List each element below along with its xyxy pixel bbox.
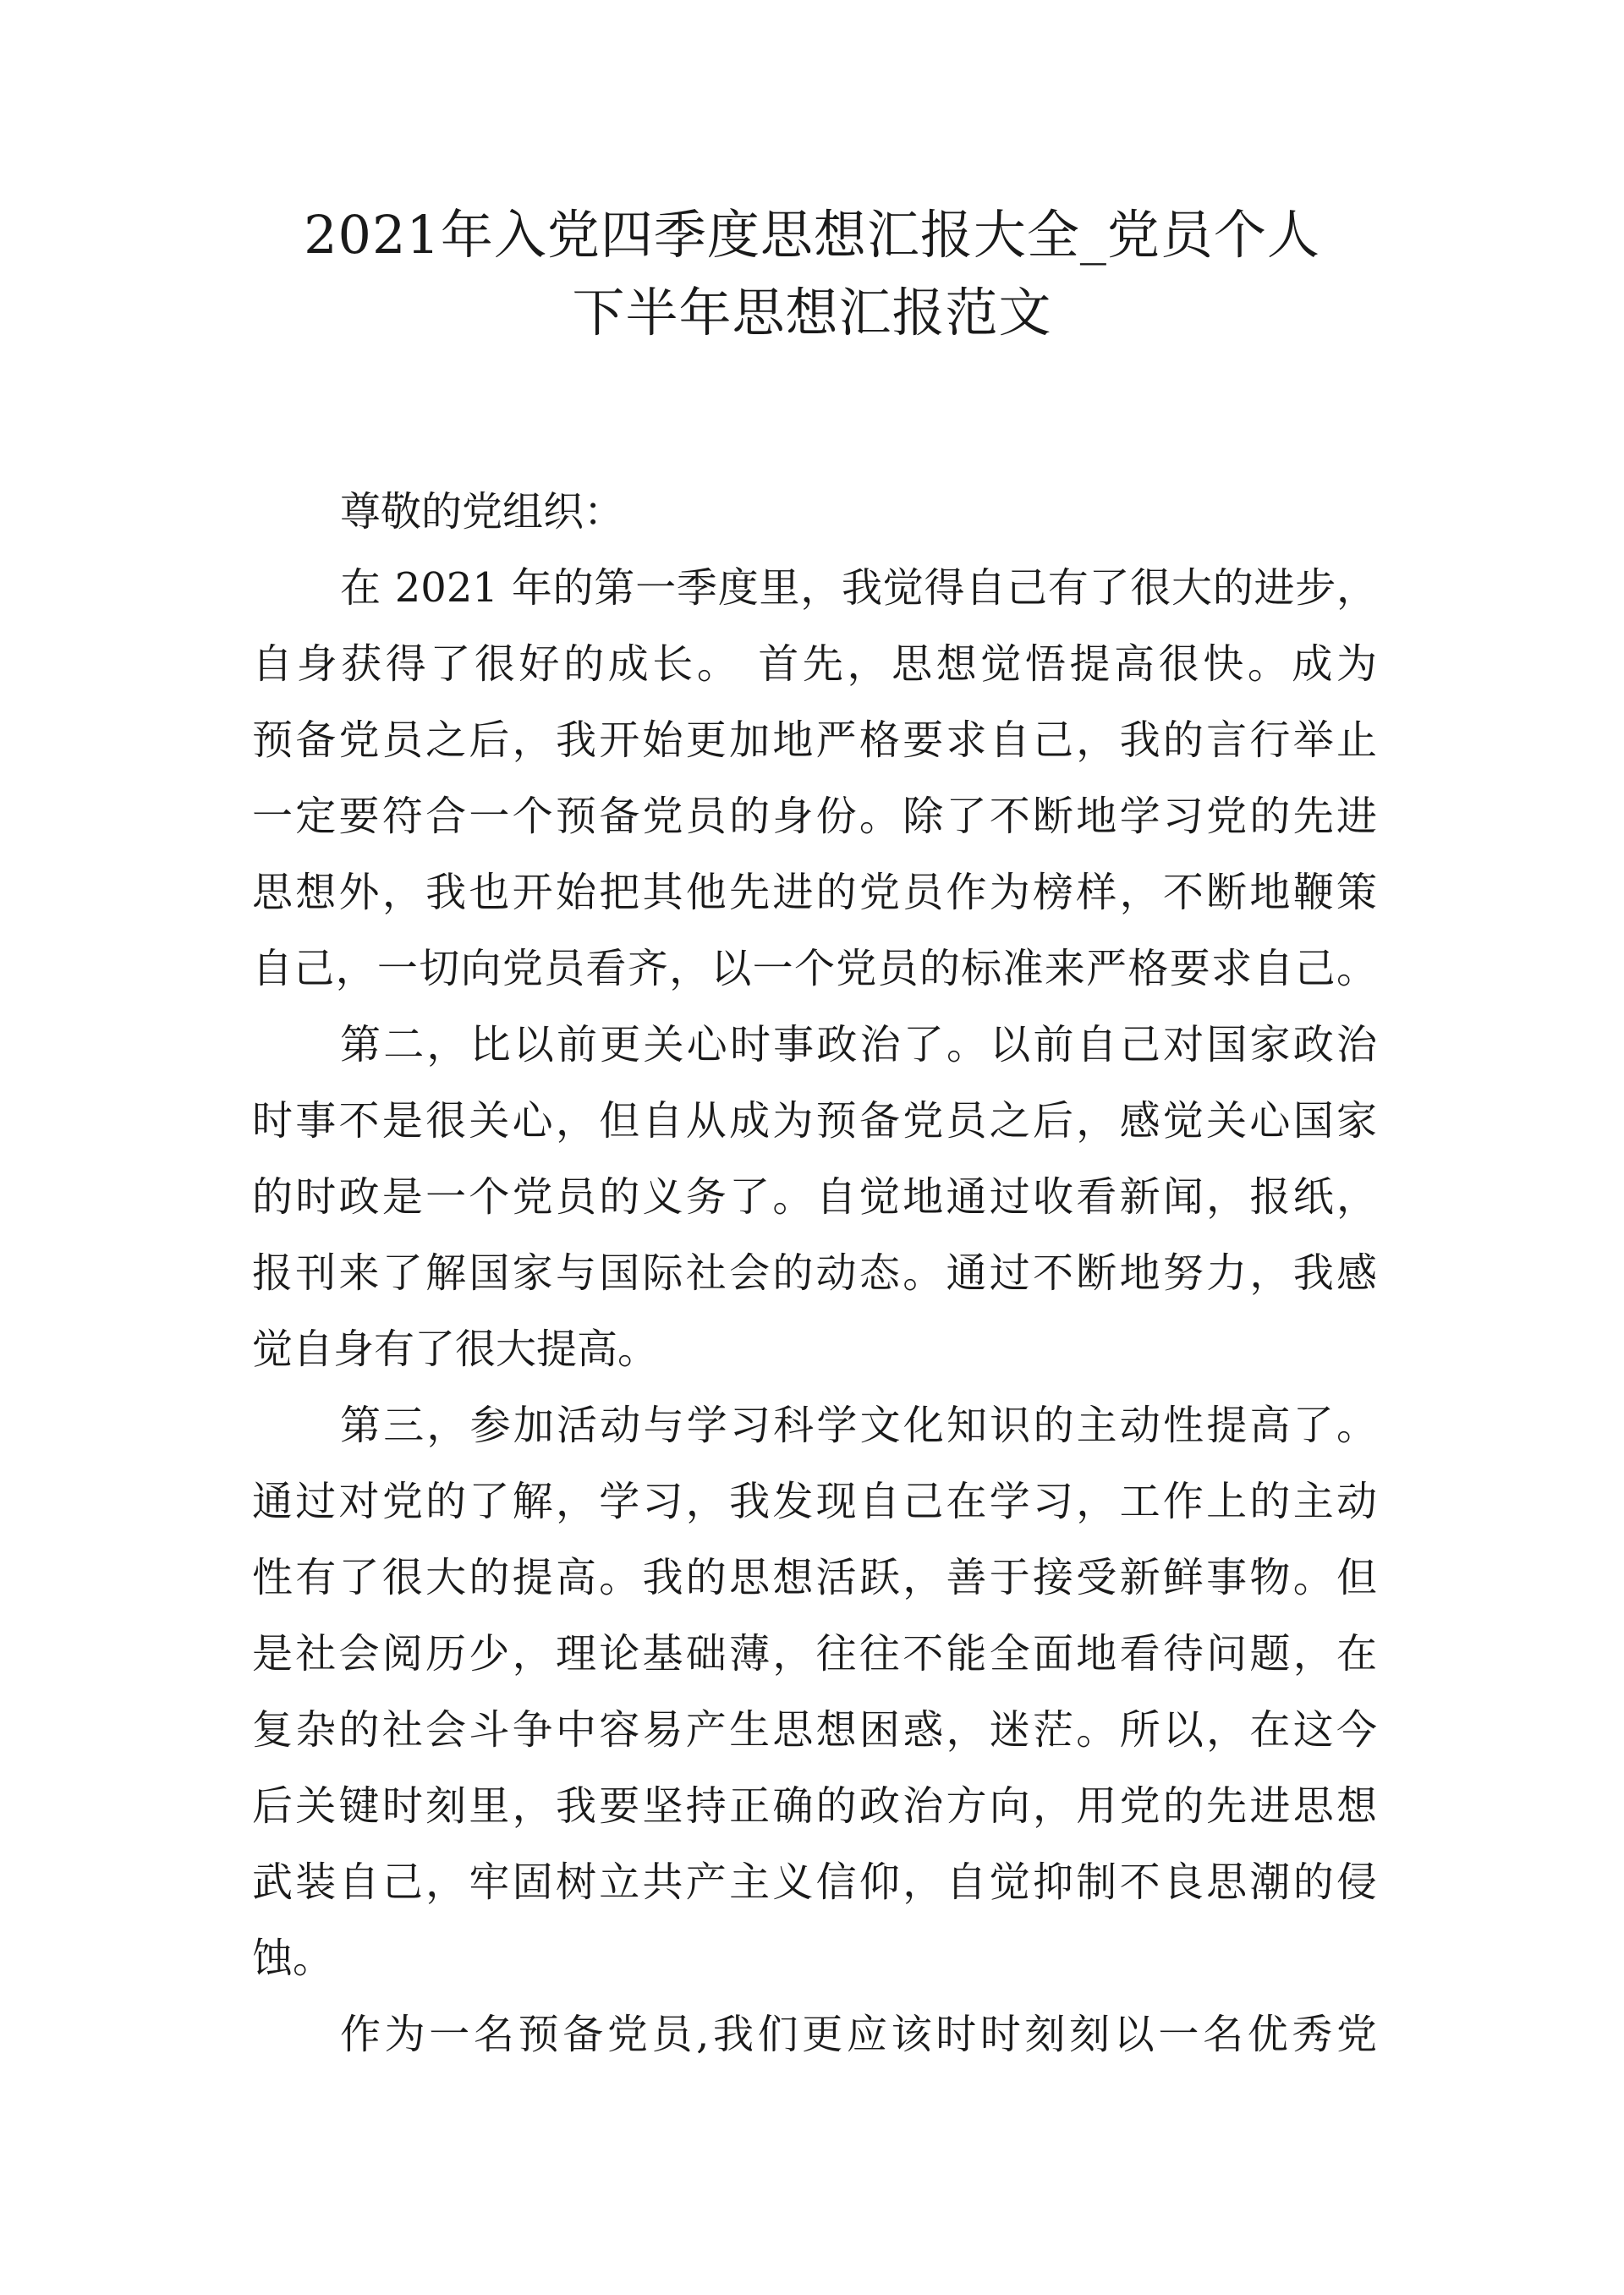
page-title <box>245 196 1379 352</box>
paragraph-3-line: 复杂的社会斗争中容易产生思想困惑，迷茫。所以，在这今 <box>252 1706 1377 1754</box>
paragraph-3-line: 武装自己，牢固树立共产主义信仰，自觉抑制不良思潮的侵 <box>252 1859 1377 1906</box>
paragraph-3-line: 第三，参加活动与学习科学文化知识的主动性提高了。 <box>340 1402 1377 1449</box>
paragraph-3-line: 后关键时刻里，我要坚持正确的政治方向，用党的先进思想 <box>252 1782 1377 1830</box>
paragraph-2-line: 的时政是一个党员的义务了。自觉地通过收看新闻，报纸， <box>252 1173 1377 1221</box>
paragraph-1-line: 自己，一切向党员看齐，以一个党员的标准来严格要求自己。 <box>252 945 1377 992</box>
paragraph-1-line: 一定要符合一个预备党员的身份。除了不断地学习党的先进 <box>252 793 1377 840</box>
title-line-2: 下半年思想汇报范文 <box>572 282 1052 343</box>
paragraph-1-line: 思想外，我也开始把其他先进的党员作为榜样，不断地鞭策 <box>252 869 1377 916</box>
salutation: 尊敬的党组织： <box>340 488 625 535</box>
paragraph-2-line: 第二，比以前更关心时事政治了。以前自己对国家政治 <box>340 1021 1377 1068</box>
paragraph-2-line: 时事不是很关心，但自从成为预备党员之后，感觉关心国家 <box>252 1097 1377 1145</box>
paragraph-3-line: 蚀。 <box>252 1935 334 1982</box>
paragraph-3-line: 是社会阅历少，理论基础薄，往往不能全面地看待问题，在 <box>252 1630 1377 1677</box>
paragraph-2-line: 觉自身有了很大提高。 <box>252 1326 659 1373</box>
title-line-1: 2021年入党四季度思想汇报大全_党员个人 <box>304 204 1320 266</box>
paragraph-4-line: 作为一名预备党员,我们更应该时时刻刻以一名优秀党 <box>340 2011 1377 2058</box>
paragraph-3-line: 性有了很大的提高。我的思想活跃，善于接受新鲜事物。但 <box>252 1554 1377 1601</box>
paragraph-1-line: 自身获得了很好的成长。 首先，思想觉悟提高很快。成为 <box>252 640 1377 688</box>
paragraph-1-line: 在 2021 年的第一季度里，我觉得自己有了很大的进步， <box>340 564 1377 612</box>
paragraph-2-line: 报刊来了解国家与国际社会的动态。通过不断地努力，我感 <box>252 1249 1377 1297</box>
paragraph-3-line: 通过对党的了解，学习，我发现自己在学习，工作上的主动 <box>252 1478 1377 1525</box>
paragraph-1-line: 预备党员之后，我开始更加地严格要求自己，我的言行举止 <box>252 717 1377 764</box>
